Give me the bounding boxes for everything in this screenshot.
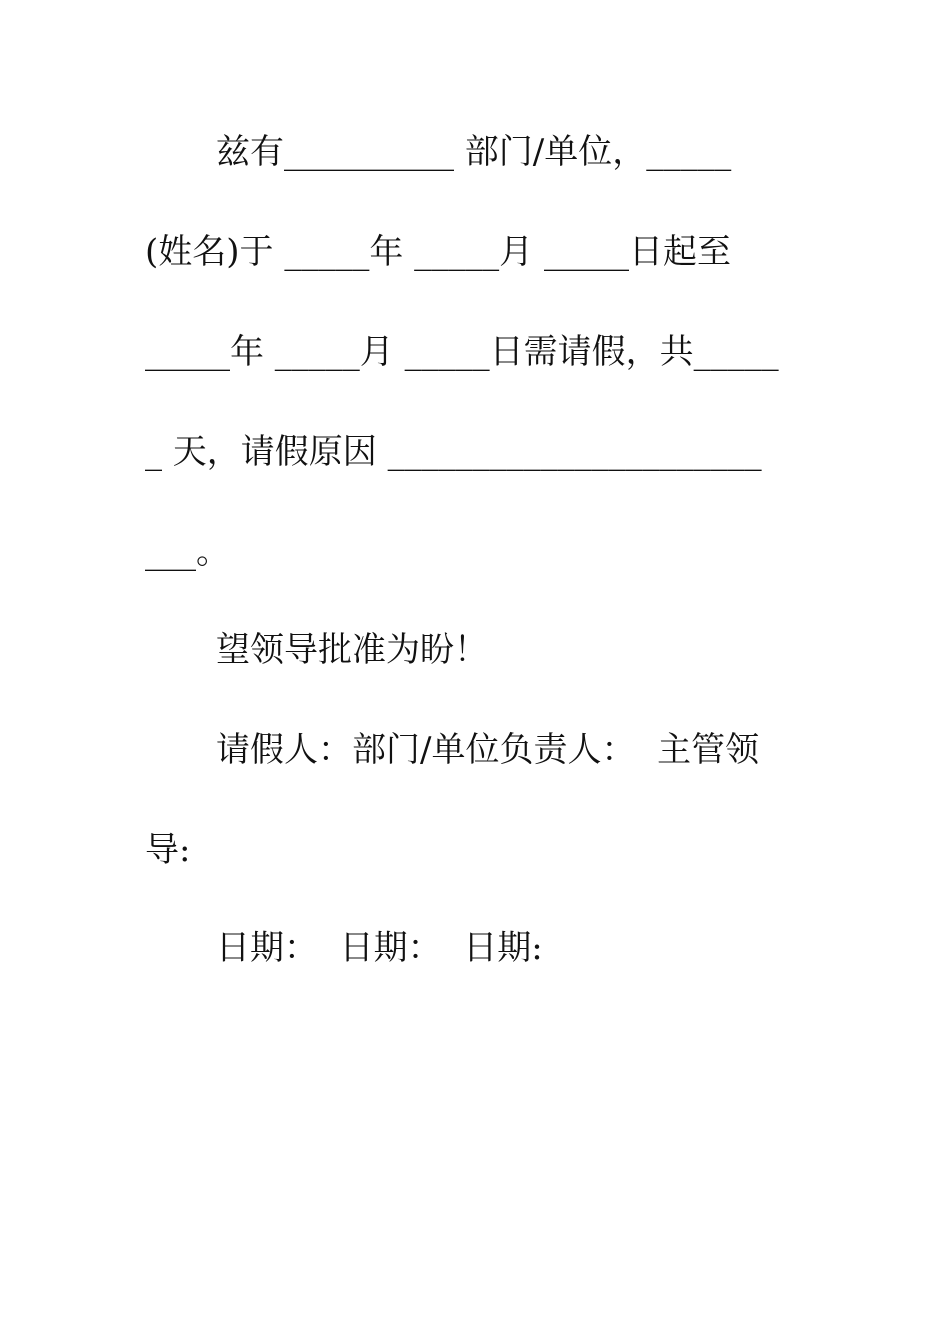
- paragraph-line-5: ___。: [145, 532, 230, 572]
- date-labels-line: 日期： 日期： 日期:: [216, 928, 543, 968]
- signature-labels-line: 请假人：部门/单位负责人： 主管领: [216, 730, 760, 770]
- signature-labels-continuation: 导:: [145, 830, 191, 870]
- request-line: 望领导批准为盼！: [216, 630, 488, 670]
- paragraph-line-1: 兹有__________ 部门/单位，_____: [216, 132, 732, 172]
- paragraph-line-2: (姓名)于 _____年 _____月 _____日起至: [145, 232, 731, 272]
- paragraph-line-3: _____年 _____月 _____日需请假，共_____: [145, 332, 779, 372]
- paragraph-line-4: _ 天，请假原因 ______________________: [145, 432, 762, 472]
